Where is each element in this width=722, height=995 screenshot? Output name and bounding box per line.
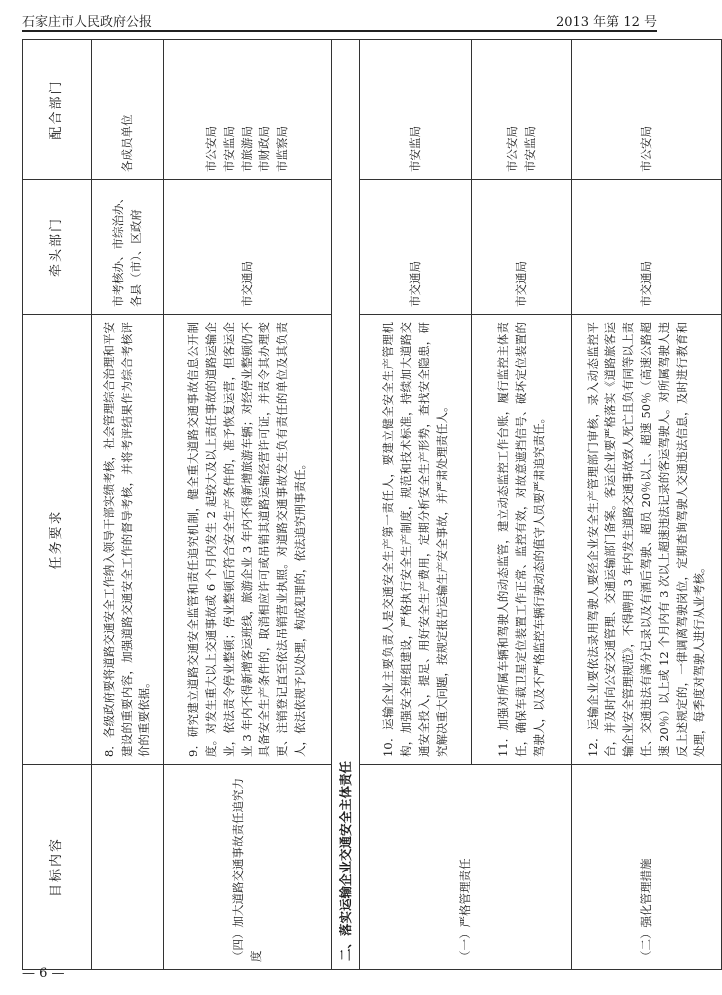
coop-dept-cell <box>360 40 472 180</box>
publication-title: 石家庄市人民政府公报 <box>22 15 153 30</box>
table-row <box>360 40 472 970</box>
col-coop-header: 配合部门 <box>23 40 92 180</box>
task-cell: 8．各级政府要将道路交通安全工作纳入领导干部实绩考核，社会管理综合治理和平安建设的重要内容，加强道路交通安全工作的督导考核，并将考评结果作为综合考核评价的重要依据。 <box>92 315 164 765</box>
table-header-row <box>23 40 92 970</box>
col-lead-header: 牵头部门 <box>23 180 92 315</box>
lead-dept-cell: 市交通局 <box>472 180 572 315</box>
goal-cell: （二）强化管理措施 <box>572 765 722 970</box>
section-heading-row <box>332 40 360 970</box>
goal-cell <box>92 765 164 970</box>
table-row <box>572 40 722 970</box>
rotated-table <box>22 40 707 970</box>
lead-dept-cell: 市交通局 <box>360 180 472 315</box>
coop-dept-cell <box>472 40 572 180</box>
coop-dept: 市安监局 <box>407 126 422 172</box>
coop-dept: 市旅游局 <box>239 126 254 172</box>
coop-dept-cell <box>572 40 722 180</box>
table-row <box>164 40 332 970</box>
coop-dept: 市安监局 <box>522 126 537 172</box>
task-table-container <box>22 40 707 970</box>
task-cell: 9．研究建立道路交通安全监管和责任追究机制，健全重大道路交通事故信息公开制度。对发生重大以上交通事故或 6 个月内发生 2 起较大及以上责任事故的道路运输企业，依法责令停业整顿；停业整顿后符合安全生产条件的，准予恢复运营，但客运企业 3 年内不得新增客运班线，旅游企业 3 年内不得新增旅游车辆；对经停业整顿仍不具备安全生产条件的，取消相应许可或吊销其道路运输经营许可证，并责令其办理变更、注销登记直至依法吊销营业执照。对道路交通事故发生负有责任的单位及其负责人，依法依规予以处理，构成犯罪的，依法追究刑事责任。 <box>164 315 332 765</box>
lead-dept-cell: 市交通局 <box>164 180 332 315</box>
coop-dept: 市安监局 <box>221 126 236 172</box>
page-header <box>22 8 657 32</box>
coop-dept-cell: 各成员单位 <box>92 40 164 180</box>
issue-number: 2013 年第 12 号 <box>555 15 657 30</box>
coop-dept-cell <box>164 40 332 180</box>
coop-dept: 市监察局 <box>275 126 290 172</box>
lead-dept-cell: 市考核办、市综治办、各县（市）、区政府 <box>92 180 164 315</box>
coop-dept: 市财政局 <box>257 126 272 172</box>
task-cell: 10．运输企业主要负责人是交通安全生产第一责任人，要建立健全安全生产管理机构，加强安全班组建设，严格执行安全生产制度，规范和技术标准，持续加大道路交通安全投入，提足、用好安全生产费用，定期分析安全生产形势，查找安全隐患，研究解决重大问题，按规定报告运输生产安全事故，并严肃处理责任人。 <box>360 315 472 765</box>
lead-dept-cell: 市交通局 <box>572 180 722 315</box>
goal-cell: （四）加大道路交通事故责任追究力度 <box>164 765 332 970</box>
task-table <box>22 39 722 970</box>
coop-dept: 市公安局 <box>505 126 520 172</box>
page-number: — 6 — <box>22 966 65 981</box>
coop-dept: 市公安局 <box>203 126 218 172</box>
task-cell: 12．运输企业要依法录用驾驶人要经企业安全生产管理部门审核，录入动态监控平台，并及时向公安交通管理、交通运输部门备案。客运企业要严格落实《道路旅客运输企业安全管理规范》，不得聘用 3 年内发生道路交通事故致人死亡且负有同等以上责任、交通违法有满分记录以及有酒后驾驶、超员 20％以上、超速 50％（高速公路超速 20％）以上或 12 个月内有 3 次以上超速违法记录的客运驾驶人。对所属驾驶人违反上述规定的，一律调离驾驶岗位，定期查询驾驶人交通违法信息，及时进行教育和处理，每季度对驾驶人进行从业考核。 <box>572 315 722 765</box>
coop-dept: 市公安局 <box>638 126 653 172</box>
task-cell: 11．加强对所属车辆和驾驶人的动态监管，建立动态监控工作台账，履行监控主体责任，确保车载卫星定位装置工作正常、监控有效，对故意遮挡信号、破坏定位装置的驾驶人，以及不严格监控车辆行驶动态的值守人员要严肃追究责任。 <box>472 315 572 765</box>
col-goal-header: 目标内容 <box>23 765 92 970</box>
col-task-header: 任务要求 <box>23 315 92 765</box>
table-row <box>92 40 164 970</box>
goal-cell: （一）严格管理责任 <box>360 765 572 970</box>
section-heading: 二、落实运输企业交通安全主体责任 <box>332 40 360 970</box>
